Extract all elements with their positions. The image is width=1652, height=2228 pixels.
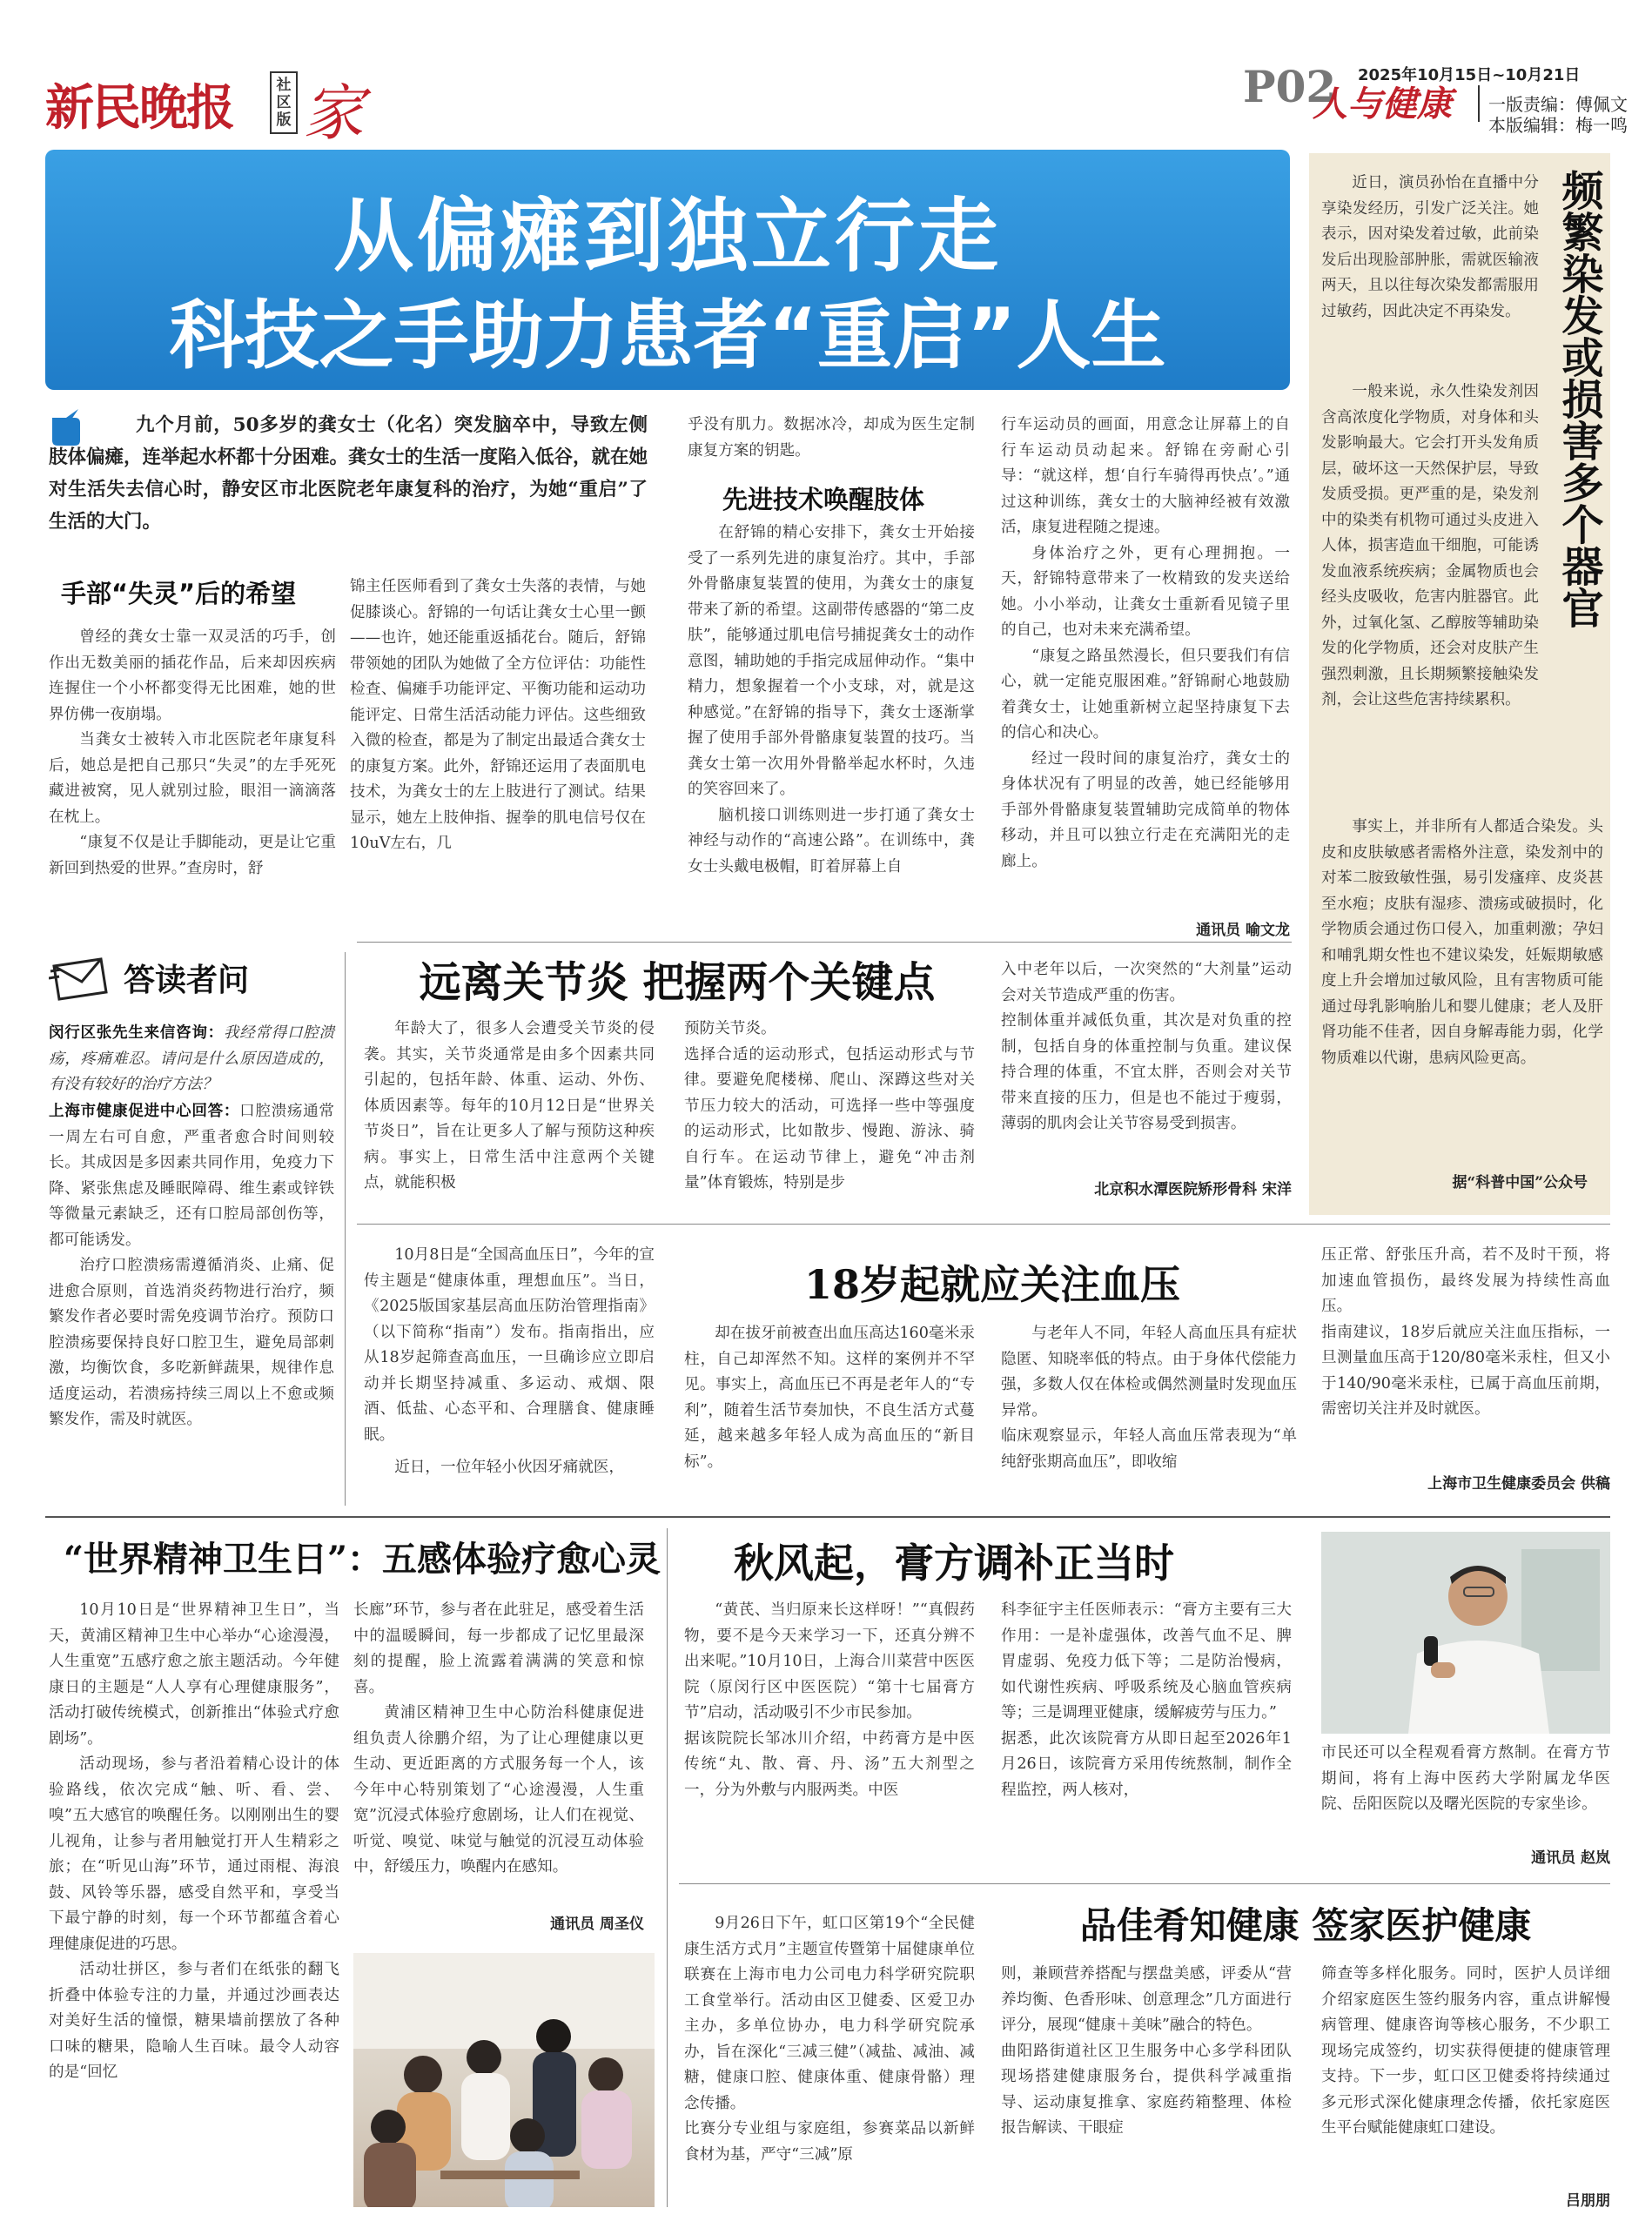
edition-badge xyxy=(270,71,298,134)
arthritis-col3: 入中老年以后，一次突然的“大剂量”运动会对关节造成严重的伤害。 控制体重并减低负重，其次是对负重的控制，包括自身的体重控制与负重。建议保持合理的体重，不宜太胖，否则会对关节带来直接的压力，但是也不能过于瘦弱，薄弱的肌肉会让关节容易受到损害。 xyxy=(1001,961,1292,1132)
editor-line-1: 一版责编：傅佩文 xyxy=(1488,94,1628,115)
gaofang-caption: 市民还可以全程观看膏方熬制。在膏方节期间，将有上海中医药大学附属龙华医院、岳阳医院以及曙光医院的专家坐诊。 xyxy=(1321,1744,1610,1813)
bp-top-rule xyxy=(357,1224,1610,1225)
cooking-col2: 则，兼顾营养搭配与摆盘美感，评委从“营养均衡、色香形味、创意理念”几方面进行评分，展现“健康＋美味”融合的特色。 曲阳路街道社区卫生服务中心多学科团队现场搭建健康服务台，提供科学减重指导、运动康复推拿、家庭药箱整理、体检报告解读、干眼症 xyxy=(1001,1965,1292,2137)
lead-col1 xyxy=(49,625,336,882)
lead-headline-2: 科技之手助力患者“重启”人生 xyxy=(169,292,1166,379)
gaofang-col2: 科李征宇主任医师表示：“膏方主要有三大作用：一是补虚强体，改善气血不足、脾胃虚弱、免疫力低下等；二是防治慢病，如代谢性疾病、呼吸系统及心脑血管疾病等；三是调理亚健康，缓解疲劳与压力。” 据悉，此次该院膏方从即日起至2026年1月26日，该院膏方采用传统熬制，制作全程监控，两人核对， xyxy=(1001,1601,1292,1799)
lead-headline-1: 从偏瘫到独立行走 xyxy=(332,190,1002,283)
bp-col2: 却在拔牙前被查出血压高达160毫米汞柱，自己却浑然不知。这样的案例并不罕见。事实上，高血压已不再是老年人的“专利”，随着生活节奏加快，不良生活方式蔓延，越来越多年轻人成为高血压的“新目标”。 xyxy=(684,1325,975,1471)
cooking-top-rule xyxy=(679,1883,1610,1884)
lead-sub2: 先进技术唤醒肢体 xyxy=(722,485,925,514)
cooking-col3: 筛查等多样化服务。同时，医护人员详细介绍家庭医生签约服务内容，重点讲解慢病管理、健康咨询等核心服务，不少职工现场完成签约，切实获得便捷的健康管理支持。下一步，虹口区卫健委将持续通过多元形式深化健康理念传播，依托家庭医生平台赋能健康虹口建设。 xyxy=(1321,1965,1610,2137)
masthead-divider xyxy=(1478,85,1480,122)
date-range: 2025年10月15日~10月21日 xyxy=(1358,66,1581,84)
envelope-icon xyxy=(49,954,111,1004)
mental-col2 xyxy=(353,1598,644,1881)
qa-title: 答读者问 xyxy=(124,963,250,998)
lead-col3a: 乎没有肌力。数据冰冷，却成为医生定制康复方案的钥匙。 xyxy=(688,416,975,460)
lead-col3b-p1: 在舒锦的精心安排下，龚女士开始接受了一系列先进的康复治疗。其中，手部外骨骼康复装置的使用，为龚女士的康复带来了新的希望。这副带传感器的“第二皮肤”，能够通过肌电信号捕捉龚女士的动作意图，辅助她的手指完成屈伸动作。“集中精力，想象握着一个小支球，对，就是这种感觉。”在舒锦的指导下，龚女士逐渐掌握了使用手部外骨骼康复装置的技巧。当龚女士第一次用外骨骼举起水杯时，久违的笑容回来了。 xyxy=(688,524,975,798)
lead-col4-p1: 行车运动员的画面，用意念让屏幕上的自行车运动员动起来。舒锦在旁耐心引导：“就这样，想‘自行车骑得再快点’。”通过这种训练，龚女士的大脑神经被有效激活，康复进程随之提速。 xyxy=(1001,416,1290,536)
qa-answer-2: 治疗口腔溃疡需遵循消炎、止痛、促进愈合原则，首选消炎药物进行治疗，频繁发作者必要时需免疫调节治疗。预防口腔溃疡要保持良好口腔卫生，避免局部刺激，均衡饮食，多吃新鲜蔬果，规律作息适度运动，若溃疡持续三周以上不愈或频繁发作，需及时就医。 xyxy=(49,1257,334,1428)
qa-question xyxy=(49,1020,334,1098)
masthead-logo xyxy=(45,64,367,149)
badge-top: 社区 xyxy=(276,77,292,111)
lead-col1-p3: “康复不仅是让手脚能动，更是让它重新回到热爱的世界。”查房时，舒 xyxy=(49,834,336,877)
side-p2: 一般来说，永久性染发剂因含高浓度化学物质，对身体和头发影响最大。它会打开头发角质层，破坏这一天然保护层，导致发质受损。更严重的是，染发剂中的染类有机物可通过头皮进入人体，损害造血干细胞，可能诱发血液系统疾病；金属物质也会经头皮吸收，危害内脏器官。此外，过氧化氢、乙醇胺等辅助染发的化学物质，还会对皮肤产生强烈刺激，且长期频繁接触染发剂，会让这些危害持续累积。 xyxy=(1321,383,1539,708)
side-headline: 频繁染发或损害多个器官 xyxy=(1555,169,1603,628)
mental-divider xyxy=(667,1528,668,2207)
cooking-col1: 9月26日下午，虹口区第19个“全民健康生活方式月”主题宣传暨第十届健康单位联赛在上海市电力公司电力科学研究院职工食堂举行。活动由区卫健委、区爱卫办主办，多单位协办，电力科学研究院承办，旨在深化“三减三健”（减盐、减油、减糖，健康口腔、健康体重、健康骨骼）理念传播。 比赛分专业组与家庭组，参赛菜品以新鲜食材为基，严守“三减”原 xyxy=(684,1915,975,2164)
lead-col1-p1: 曾经的龚女士靠一双灵活的巧手，创作出无数美丽的插花作品，后来却因疾病连握住一个小杯都变得无比困难，她的世界仿佛一夜崩塌。 xyxy=(49,628,336,723)
arthritis-headline: 远离关节炎 把握两个关键点 xyxy=(419,958,936,1007)
mental-col1-p3: 活动壮拼区，参与者们在纸张的翻飞折叠中体验专注的力量，并通过沙画表达对美好生活的憧憬，糖果墙前摆放了各种口味的糖果，隐喻人生百味。最令人动容的是“回忆 xyxy=(49,1961,339,2081)
side-byline: 据“科普中国”公众号 xyxy=(1452,1174,1588,1191)
mental-col1 xyxy=(49,1598,339,2086)
lead-col1-p2: 当龚女士被转入市北医院老年康复科后，她总是把自己那只“失灵”的左手死死藏进被窝，见人就别过脸，眼泪一滴滴落在枕上。 xyxy=(49,731,336,826)
qa-question-text: 我经常得口腔溃疡，疼痛难忍。请问是什么原因造成的，有没有较好的治疗方法？ xyxy=(49,1024,334,1093)
gaofang-col1: “黄芪、当归原来长这样呀！”“真假药物，要不是今天来学习一下，还真分辨不出来呢。”10月10日，上海合川菜营中医医院（原闵行区中医医院）“第十七届膏方节”启动，活动吸引不少市民参加。 据该院院长邹冰川介绍，中药膏方是中医传统“丸、散、膏、丹、汤”五大剂型之一，分为外敷与内服两类。中医 xyxy=(684,1601,975,1799)
lead-col4-p3: “康复之路虽然漫长，但只要我们有信心，就一定能克服困难。”舒锦耐心地鼓励着龚女士，让她重新树立起坚持康复下去的信心和决心。 xyxy=(1001,647,1290,742)
lead-sub1: 手部“失灵”后的希望 xyxy=(61,579,297,608)
arthritis-byline: 北京积水潭医院矫形骨科 宋洋 xyxy=(1094,1181,1292,1198)
bp-col1a: 10月8日是“全国高血压日”，今年的宣传主题是“健康体重，理想血压”。当日，《2025版国家基层高血压防治管理指南》（以下简称“指南”）发布。指南指出，应从18岁起筛查高血压，一旦确诊应立即启动并长期坚持减重、多运动、戒烟、限酒、低盐、心态平和、合理膳食、健康睡眠。 xyxy=(364,1246,655,1444)
mental-col2-p1: 长廊”环节，参与者在此驻足，感受着生活中的温暖瞬间，每一步都成了记忆里最深刻的提醒，脸上流露着满满的笑意和惊喜。 xyxy=(353,1601,644,1696)
bp-byline: 上海市卫生健康委员会 供稿 xyxy=(1427,1475,1610,1493)
qa-question-label: 闵行区张先生来信咨询： xyxy=(49,1023,224,1042)
bp-headline: 18岁起就应关注血压 xyxy=(803,1261,1180,1308)
qa-divider xyxy=(345,952,346,1506)
cooking-headline: 品佳肴知健康 签家医护健康 xyxy=(1079,1904,1532,1947)
mental-byline: 通讯员 周圣仪 xyxy=(550,1916,644,1933)
mental-col1-p2: 活动现场，参与者沿着精心设计的体验路线，依次完成“触、听、看、尝、嗅”五大感官的唤醒任务。以刚刚出生的婴儿视角，让参与者用触觉打开人生精彩之旅；在“听见山海”环节，通过雨棍、海浪鼓、风铃等乐器，感受自然平和，享受当下最宁静的时刻，每一个环节都蕴含着心理健康促进的巧思。 xyxy=(49,1755,339,1953)
arthritis-top-rule xyxy=(357,942,1292,943)
arthritis-col2: 预防关节炎。 选择合适的运动形式，包括运动形式与节律。要避免爬楼梯、爬山、深蹲这些对关节压力较大的活动，可选择一些中等强度的运动形式，比如散步、慢跑、游泳、骑自行车。在运动节律上，避免“冲击剂量”体育锻炼，特别是步 xyxy=(684,1020,975,1191)
gaofang-photo xyxy=(1321,1532,1610,1734)
bp-col1b: 近日，一位年轻小伙因牙痛就医， xyxy=(394,1459,625,1476)
gaofang-byline: 通讯员 赵岚 xyxy=(1531,1849,1610,1867)
lead-byline: 通讯员 喻文龙 xyxy=(1196,922,1290,939)
cooking-byline: 吕朋朋 xyxy=(1566,2192,1610,2210)
mental-col2-p2: 黄浦区精神卫生中心防治科健康促进组负责人徐鹏介绍，为了让心理健康以更生动、更近距离的方式服务每一个人，该今年中心特别策划了“心途漫漫，人生重宽”沉浸式体验疗愈剧场，让人们在视觉、听觉、嗅觉、味觉与触觉的沉浸互动体验中，舒缓压力，唤醒内在感知。 xyxy=(353,1704,644,1876)
side-p3: 事实上，并非所有人都适合染发。头皮和皮肤敏感者需格外注意，染发剂中的对苯二胺致敏性强，易引发瘙痒、皮炎甚至水疱；皮肤有湿疹、溃疡或破损时，化学物质会通过伤口侵入，加重刺激；孕妇和哺乳期女性也不建议染发，妊娠期敏感度上升会增加过敏风险，且有害物质可能通过母乳影响胎儿和婴儿健康；老人及肝肾功能不佳者，因自身解毒能力弱，化学物质难以代谢，患病风险更高。 xyxy=(1321,818,1603,1067)
side-p1: 近日，演员孙怡在直播中分享染发经历，引发广泛关注。她表示，因对染发着过敏，此前染发后出现脸部肿胀，需就医输液两天，且以往每次染发都需服用过敏药，因此决定不再染发。 xyxy=(1321,174,1539,320)
mental-col1-p1: 10月10日是“世界精神卫生日”，当天，黄浦区精神卫生中心举办“心途漫漫，人生重宽”五感疗愈之旅主题活动。今年健康日的主题是“人人享有心理健康服务”，活动打破传统模式，创新推出“体验式疗愈剧场”。 xyxy=(49,1601,339,1748)
section-name: 人与健康 xyxy=(1313,84,1452,124)
qa-answer xyxy=(49,1098,334,1433)
editor-line-2: 本版编辑：梅一鸣 xyxy=(1488,115,1628,136)
bp-col3: 与老年人不同，年轻人高血压具有症状隐匿、知晓率低的特点。由于身体代偿能力强，多数人仅在体检或偶然测量时发现血压异常。 临床观察显示，年轻人高血压常表现为“单纯舒张期高血压”，即收缩 xyxy=(1001,1325,1297,1471)
family-char: 家 xyxy=(303,77,364,149)
bp-col4: 压正常、舒张压升高，若不及时干预，将加速血管损伤，最终发展为持续性高血压。 指南建议，18岁后就应关注血压指标，一旦测量血压高于120/80毫米汞柱，但又小于140/90毫米汞柱，已属于高血压前期，需密切关注并及时就医。 xyxy=(1321,1246,1610,1418)
lead-col3b-p2: 脑机接口训练则进一步打通了龚女士神经与动作的“高速公路”。在训练中，龚女士头戴电极帽，盯着屏幕上自 xyxy=(688,806,975,876)
lead-col4-p4: 经过一段时间的康复治疗，龚女士的身体状况有了明显的改善，她已经能够用手部外骨骼康复装置辅助完成简单的物体移动，并且可以独立行走在充满阳光的走廊上。 xyxy=(1001,749,1290,870)
lead-col4 xyxy=(1001,413,1290,875)
lower-top-rule xyxy=(45,1516,1610,1518)
gaofang-headline: 秋风起，膏方调补正当时 xyxy=(734,1540,1174,1587)
mental-headline: “世界精神卫生日”：五感体验疗愈心灵 xyxy=(63,1539,661,1580)
lead-col3b xyxy=(688,520,975,880)
qa-answer-label: 上海市健康促进中心回答： xyxy=(49,1102,240,1120)
qa-answer-1: 口腔溃疡通常一周左右可自愈，严重者愈合时间则较长。其成因是多因素共同作用，免疫力下降、紧张焦虑及睡眠障碍、维生素或锌铁等微量元素缺乏，还有口腔局部创伤等，都可能诱发。 xyxy=(49,1103,334,1249)
lead-col4-p2: 身体治疗之外，更有心理拥抱。一天，舒锦特意带来了一枚精致的发夹送给她。小小举动，让龚女士重新看见镜子里的自己，也对未来充满希望。 xyxy=(1001,544,1290,639)
qa-title-block xyxy=(49,952,371,1003)
lead-intro: 九个月前，50多岁的龚女士（化名）突发脑卒中，导致左侧肢体偏瘫，连举起水杯都十分困难。龚女士的生活一度陷入低谷，就在她对生活失去信心时，静安区市北医院老年康复科的治疗，为她“重启”了生活的大门。 xyxy=(49,414,648,533)
paper-name: 新民晚报 xyxy=(45,79,233,137)
mental-photo xyxy=(353,1953,655,2207)
page-number: P02 xyxy=(1243,61,1337,112)
arthritis-col1: 年龄大了，很多人会遭受关节炎的侵袭。其实，关节炎通常是由多个因素共同引起的，包括年龄、体重、运动、外伤、体质因素等。每年的10月12日是“世界关节炎日”，旨在让更多人了解与预防这种疾病。事实上，日常生活中注意两个关键点，就能积极 xyxy=(364,1020,655,1191)
badge-bottom: 版 xyxy=(276,111,292,129)
lead-col2: 锦主任医师看到了龚女士失落的表情，与她促膝谈心。舒锦的一句话让龚女士心里一颤——也许，她还能重返插花台。随后，舒锦带领她的团队为她做了全方位评估：功能性检查、偏瘫手功能评定、平衡功能和运动功能评定、日常生活活动能力评估。这些细致入微的检查，都是为了制定出最适合龚女士的康复方案。此外，舒锦还运用了表面肌电技术，为龚女士的左上肢进行了测试。结果显示，她左上肢伸指、握拳的肌电信号仅在10uV左右，几 xyxy=(350,578,646,852)
